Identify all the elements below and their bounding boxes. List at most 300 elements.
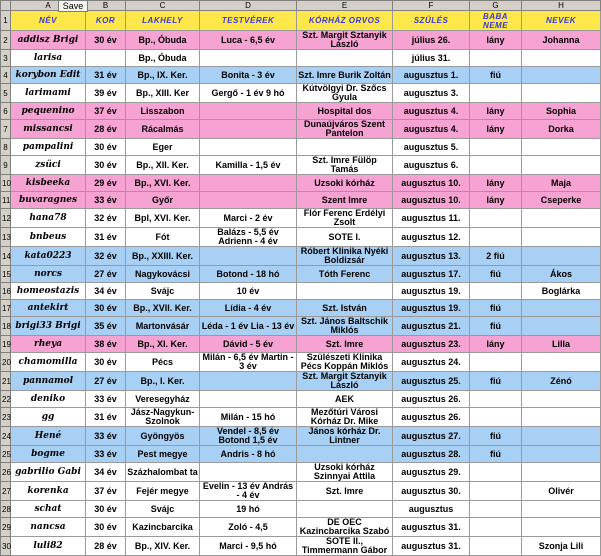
cell-baby-names[interactable]: Lilla [522, 336, 601, 353]
cell-siblings[interactable]: Lídia - 4 év [200, 300, 297, 317]
cell-birth-date[interactable]: augusztus 26. [393, 391, 470, 408]
column-letter[interactable]: G [470, 1, 522, 11]
cell-residence[interactable]: Százhalombat ta [126, 463, 200, 482]
cell-birth-date[interactable]: augusztus 19. [393, 300, 470, 317]
cell-age[interactable]: 33 év [86, 192, 126, 209]
column-letter[interactable]: C [126, 1, 200, 11]
cell-age[interactable]: 32 év [86, 247, 126, 266]
cell-residence[interactable]: Pest megye [126, 446, 200, 463]
cell-birth-date[interactable]: augusztus 26. [393, 408, 470, 427]
cell-baby-gender[interactable] [470, 391, 522, 408]
cell-residence[interactable]: Bpl, XVI. Ker. [126, 209, 200, 228]
cell-baby-names[interactable] [522, 156, 601, 175]
cell-baby-gender[interactable]: lány [470, 175, 522, 192]
cell-birth-date[interactable]: augusztus 31. [393, 518, 470, 537]
cell-residence[interactable]: Bp., Óbuda [126, 50, 200, 67]
cell-siblings[interactable]: Kamilla - 1,5 év [200, 156, 297, 175]
cell-baby-names[interactable]: Boglárka [522, 283, 601, 300]
cell-age[interactable]: 30 év [86, 139, 126, 156]
cell-residence[interactable]: Bp., I. Ker. [126, 372, 200, 391]
row-number[interactable]: 1 [1, 11, 11, 31]
cell-residence[interactable]: Bp., XXIII. Ker. [126, 247, 200, 266]
row-number[interactable]: 14 [1, 247, 11, 266]
cell-siblings[interactable]: Bonita - 3 év [200, 67, 297, 84]
cell-baby-names[interactable]: Olivér [522, 482, 601, 501]
row-number[interactable]: 20 [1, 353, 11, 372]
cell-name[interactable]: homeostazis [11, 283, 86, 300]
cell-baby-gender[interactable]: fiú [470, 300, 522, 317]
cell-age[interactable]: 29 év [86, 175, 126, 192]
cell-residence[interactable]: Eger [126, 139, 200, 156]
table-row [1, 463, 601, 482]
cell-siblings[interactable]: Botond - 18 hó [200, 266, 297, 283]
cell-baby-names[interactable]: Szonja Lili [522, 537, 601, 556]
cell-baby-gender[interactable] [470, 50, 522, 67]
cell-birth-date[interactable]: augusztus 11. [393, 209, 470, 228]
table-row [1, 537, 601, 556]
cell-hospital[interactable]: AEK [297, 391, 393, 408]
cell-baby-names[interactable] [522, 247, 601, 266]
cell-baby-names[interactable]: Dorka [522, 120, 601, 139]
cell-birth-date[interactable]: augusztus 6. [393, 156, 470, 175]
row-number[interactable]: 12 [1, 209, 11, 228]
cell-baby-names[interactable] [522, 139, 601, 156]
cell-siblings[interactable]: Dávid - 5 év [200, 336, 297, 353]
row-number[interactable]: 19 [1, 336, 11, 353]
cell-siblings[interactable] [200, 50, 297, 67]
cell-hospital[interactable]: János kórház Dr. Lintner [297, 427, 393, 446]
cell-hospital[interactable]: SOTE II., Timmermann Gábor [297, 537, 393, 556]
cell-hospital[interactable]: Szt. Imre Burik Zoltán [297, 67, 393, 84]
cell-residence[interactable]: Gyöngyös [126, 427, 200, 446]
cell-name[interactable]: deniko [11, 391, 86, 408]
row-number[interactable]: 5 [1, 84, 11, 103]
cell-baby-names[interactable] [522, 353, 601, 372]
cell-age[interactable]: 37 év [86, 103, 126, 120]
cell-birth-date[interactable]: augusztus 4. [393, 103, 470, 120]
cell-residence[interactable]: Bp., XI. Ker. [126, 336, 200, 353]
cell-hospital[interactable]: Szt. János Baltschik Miklós [297, 317, 393, 336]
column-letter[interactable]: D [200, 1, 297, 11]
column-letter[interactable]: A [11, 1, 86, 11]
cell-name[interactable]: bnbeus [11, 228, 86, 247]
cell-baby-names[interactable]: Maja [522, 175, 601, 192]
cell-name[interactable]: rheya [11, 336, 86, 353]
cell-birth-date[interactable]: augusztus 13. [393, 247, 470, 266]
cell-baby-gender[interactable]: fiú [470, 427, 522, 446]
cell-name[interactable]: kata0223 [11, 247, 86, 266]
column-letter[interactable]: H [522, 1, 601, 11]
table-row [1, 247, 601, 266]
cell-name[interactable]: gabrilio Gabi [11, 463, 86, 482]
header-residence[interactable]: LAKHELY [126, 11, 200, 31]
table-row [1, 266, 601, 283]
cell-baby-names[interactable] [522, 446, 601, 463]
cell-residence[interactable]: Svájc [126, 283, 200, 300]
cell-residence[interactable]: Győr [126, 192, 200, 209]
cell-siblings[interactable] [200, 463, 297, 482]
cell-name[interactable]: zsüci [11, 156, 86, 175]
table-row [1, 372, 601, 391]
cell-hospital[interactable]: SOTE I. [297, 228, 393, 247]
cell-baby-gender[interactable]: 2 fiú [470, 247, 522, 266]
header-baby-gender[interactable]: BABA NEME [470, 11, 522, 31]
row-number[interactable]: 23 [1, 408, 11, 427]
cell-siblings[interactable]: Milán - 6,5 év Martin - 3 év [200, 353, 297, 372]
row-number[interactable]: 3 [1, 50, 11, 67]
cell-name[interactable]: nancsa [11, 518, 86, 537]
cell-birth-date[interactable]: július 31. [393, 50, 470, 67]
cell-hospital[interactable] [297, 446, 393, 463]
cell-age[interactable]: 38 év [86, 336, 126, 353]
cell-birth-date[interactable]: augusztus 29. [393, 463, 470, 482]
cell-hospital[interactable]: Szt. Imre [297, 336, 393, 353]
cell-baby-gender[interactable] [470, 463, 522, 482]
save-button[interactable]: Save [58, 0, 88, 12]
cell-birth-date[interactable]: augusztus 27. [393, 427, 470, 446]
row-number[interactable]: 16 [1, 283, 11, 300]
cell-baby-gender[interactable] [470, 537, 522, 556]
cell-baby-names[interactable]: Ákos [522, 266, 601, 283]
cell-hospital[interactable] [297, 50, 393, 67]
cell-hospital[interactable]: Szt. István [297, 300, 393, 317]
cell-siblings[interactable]: Andris - 8 hó [200, 446, 297, 463]
header-name[interactable]: NÉV [11, 11, 86, 31]
column-letter[interactable]: B [86, 1, 126, 11]
table-row [1, 139, 601, 156]
cell-hospital[interactable] [297, 283, 393, 300]
row-number[interactable]: 9 [1, 156, 11, 175]
header-hospital-doctor[interactable]: KÓRHÁZ ORVOS [297, 11, 393, 31]
cell-baby-names[interactable] [522, 67, 601, 84]
cell-baby-names[interactable] [522, 317, 601, 336]
cell-residence[interactable]: Fót [126, 228, 200, 247]
cell-baby-gender[interactable]: fiú [470, 446, 522, 463]
cell-baby-names[interactable]: Johanna [522, 31, 601, 50]
row-number[interactable]: 4 [1, 67, 11, 84]
cell-name[interactable]: pampalini [11, 139, 86, 156]
cell-residence[interactable]: Rácalmás [126, 120, 200, 139]
table-row [1, 192, 601, 209]
cell-siblings[interactable] [200, 139, 297, 156]
cell-name[interactable]: buvaragnes [11, 192, 86, 209]
cell-birth-date[interactable]: augusztus 24. [393, 353, 470, 372]
cell-name[interactable]: missancsi [11, 120, 86, 139]
cell-siblings[interactable]: Marci - 9,5 hó [200, 537, 297, 556]
cell-siblings[interactable] [200, 372, 297, 391]
table-row [1, 209, 601, 228]
row-number[interactable]: 7 [1, 120, 11, 139]
row-number[interactable]: 18 [1, 317, 11, 336]
cell-birth-date[interactable]: július 26. [393, 31, 470, 50]
cell-residence[interactable]: Bp., XII. Ker. [126, 156, 200, 175]
cell-birth-date[interactable]: augusztus 30. [393, 482, 470, 501]
cell-name[interactable]: luli82 [11, 537, 86, 556]
cell-age[interactable]: 34 év [86, 463, 126, 482]
row-number[interactable]: 27 [1, 482, 11, 501]
table-row [1, 408, 601, 427]
cell-age[interactable]: 31 év [86, 228, 126, 247]
cell-age[interactable]: 37 év [86, 482, 126, 501]
table-row [1, 300, 601, 317]
cell-residence[interactable]: Bp., IX. Ker. [126, 67, 200, 84]
cell-age[interactable]: 31 év [86, 67, 126, 84]
cell-baby-names[interactable] [522, 427, 601, 446]
cell-baby-gender[interactable] [470, 156, 522, 175]
cell-baby-names[interactable]: Cseperke [522, 192, 601, 209]
cell-hospital[interactable]: Dunaújváros Szent Pantelon [297, 120, 393, 139]
cell-age[interactable]: 30 év [86, 300, 126, 317]
cell-baby-gender[interactable]: lány [470, 120, 522, 139]
header-age[interactable]: KOR [86, 11, 126, 31]
cell-baby-names[interactable] [522, 463, 601, 482]
cell-baby-names[interactable] [522, 501, 601, 518]
cell-residence[interactable]: Bp., Óbuda [126, 31, 200, 50]
cell-baby-gender[interactable]: fiú [470, 67, 522, 84]
cell-name[interactable]: larisa [11, 50, 86, 67]
row-number[interactable]: 15 [1, 266, 11, 283]
cell-age[interactable]: 27 év [86, 266, 126, 283]
cell-siblings[interactable] [200, 103, 297, 120]
cell-siblings[interactable]: Léda - 1 év Lia - 13 év [200, 317, 297, 336]
cell-baby-names[interactable] [522, 209, 601, 228]
cell-residence[interactable]: Jász-Nagykun-Szolnok [126, 408, 200, 427]
cell-birth-date[interactable]: augusztus [393, 501, 470, 518]
cell-birth-date[interactable]: augusztus 19. [393, 283, 470, 300]
cell-name[interactable]: korybon Edit [11, 67, 86, 84]
table-row [1, 518, 601, 537]
cell-residence[interactable]: Kazincbarcika [126, 518, 200, 537]
cell-siblings[interactable] [200, 120, 297, 139]
cell-baby-names[interactable] [522, 408, 601, 427]
row-number[interactable]: 29 [1, 518, 11, 537]
header-siblings[interactable]: TESTVÉREK [200, 11, 297, 31]
cell-baby-gender[interactable] [470, 353, 522, 372]
row-number[interactable]: 28 [1, 501, 11, 518]
cell-hospital[interactable]: Flór Ferenc Erdélyi Zsolt [297, 209, 393, 228]
cell-birth-date[interactable]: augusztus 10. [393, 175, 470, 192]
cell-birth-date[interactable]: augusztus 25. [393, 372, 470, 391]
row-number[interactable]: 8 [1, 139, 11, 156]
cell-hospital[interactable] [297, 139, 393, 156]
cell-age[interactable]: 30 év [86, 501, 126, 518]
cell-baby-names[interactable] [522, 518, 601, 537]
cell-siblings[interactable]: Vendel - 8,5 év Botond 1,5 év [200, 427, 297, 446]
row-number[interactable]: 30 [1, 537, 11, 556]
cell-age[interactable]: 35 év [86, 317, 126, 336]
row-number[interactable]: 2 [1, 31, 11, 50]
cell-residence[interactable]: Martonvásár [126, 317, 200, 336]
row-number[interactable]: 10 [1, 175, 11, 192]
cell-siblings[interactable]: Evelin - 13 év András - 4 év [200, 482, 297, 501]
cell-baby-gender[interactable] [470, 84, 522, 103]
cell-birth-date[interactable]: augusztus 10. [393, 192, 470, 209]
cell-siblings[interactable]: Milán - 15 hó [200, 408, 297, 427]
cell-siblings[interactable] [200, 247, 297, 266]
row-number[interactable]: 17 [1, 300, 11, 317]
row-number[interactable]: 11 [1, 192, 11, 209]
cell-residence[interactable]: Fejér megye [126, 482, 200, 501]
cell-hospital[interactable]: Szt. Margit Sztanyik László [297, 31, 393, 50]
row-number[interactable]: 13 [1, 228, 11, 247]
cell-age[interactable]: 30 év [86, 156, 126, 175]
cell-baby-gender[interactable] [470, 139, 522, 156]
cell-name[interactable]: addisz Brigi [11, 31, 86, 50]
cell-age[interactable]: 33 év [86, 446, 126, 463]
row-number[interactable]: 21 [1, 372, 11, 391]
cell-hospital[interactable] [297, 501, 393, 518]
cell-birth-date[interactable]: augusztus 1. [393, 67, 470, 84]
cell-birth-date[interactable]: augusztus 21. [393, 317, 470, 336]
row-number[interactable]: 26 [1, 463, 11, 482]
cell-name[interactable]: schat [11, 501, 86, 518]
cell-name[interactable]: chamomilla [11, 353, 86, 372]
cell-hospital[interactable]: Tóth Ferenc [297, 266, 393, 283]
cell-baby-gender[interactable]: lány [470, 103, 522, 120]
cell-hospital[interactable]: DE OEC Kazincbarcika Szabó [297, 518, 393, 537]
cell-baby-gender[interactable]: fiú [470, 266, 522, 283]
cell-siblings[interactable]: Balázs - 5,5 év Adrienn - 4 év [200, 228, 297, 247]
cell-name[interactable]: gg [11, 408, 86, 427]
cell-name[interactable]: pannamol [11, 372, 86, 391]
header-names[interactable]: NEVEK [522, 11, 601, 31]
cell-name[interactable]: hana78 [11, 209, 86, 228]
cell-age[interactable]: 28 év [86, 537, 126, 556]
cell-name[interactable]: pequenino [11, 103, 86, 120]
cell-baby-names[interactable]: Sophia [522, 103, 601, 120]
cell-baby-names[interactable]: Zénó [522, 372, 601, 391]
cell-name[interactable]: kisbeeka [11, 175, 86, 192]
cell-baby-names[interactable] [522, 300, 601, 317]
cell-residence[interactable]: Bp., XVII. Ker. [126, 300, 200, 317]
cell-baby-gender[interactable]: lány [470, 336, 522, 353]
cell-age[interactable]: 28 év [86, 120, 126, 139]
cell-baby-gender[interactable] [470, 501, 522, 518]
cell-baby-gender[interactable] [470, 408, 522, 427]
cell-birth-date[interactable]: augusztus 3. [393, 84, 470, 103]
cell-siblings[interactable]: Zoló - 4,5 [200, 518, 297, 537]
table-row [1, 501, 601, 518]
row-number[interactable]: 22 [1, 391, 11, 408]
table-row [1, 283, 601, 300]
cell-baby-names[interactable] [522, 84, 601, 103]
cell-age[interactable]: 30 év [86, 353, 126, 372]
header-birth-date[interactable]: SZÜLÉS [393, 11, 470, 31]
cell-age[interactable]: 39 év [86, 84, 126, 103]
table-row [1, 446, 601, 463]
cell-age[interactable]: 33 év [86, 391, 126, 408]
cell-hospital[interactable]: Uzsoki kórház [297, 175, 393, 192]
cell-birth-date[interactable]: augusztus 5. [393, 139, 470, 156]
table-row [1, 156, 601, 175]
cell-name[interactable]: brigi33 Brigi [11, 317, 86, 336]
cell-baby-names[interactable] [522, 228, 601, 247]
cell-baby-gender[interactable] [470, 482, 522, 501]
cell-hospital[interactable]: Szülészeti Klinika Pécs Koppán Miklós [297, 353, 393, 372]
column-letter[interactable]: E [297, 1, 393, 11]
row-number[interactable]: 24 [1, 427, 11, 446]
cell-baby-names[interactable] [522, 391, 601, 408]
cell-birth-date[interactable]: augusztus 17. [393, 266, 470, 283]
cell-baby-gender[interactable]: fiú [470, 317, 522, 336]
cell-siblings[interactable]: Luca - 6,5 év [200, 31, 297, 50]
cell-residence[interactable]: Lisszabon [126, 103, 200, 120]
cell-baby-gender[interactable] [470, 209, 522, 228]
cell-baby-gender[interactable]: lány [470, 31, 522, 50]
table-row [1, 103, 601, 120]
cell-age[interactable]: 30 év [86, 31, 126, 50]
cell-birth-date[interactable]: augusztus 28. [393, 446, 470, 463]
cell-name[interactable]: larimami [11, 84, 86, 103]
column-letter[interactable]: F [393, 1, 470, 11]
cell-name[interactable]: antekirt [11, 300, 86, 317]
cell-residence[interactable]: Bp., XIV. Ker. [126, 537, 200, 556]
cell-name[interactable]: Hené [11, 427, 86, 446]
cell-name[interactable]: bogme [11, 446, 86, 463]
cell-residence[interactable]: Svájc [126, 501, 200, 518]
cell-hospital[interactable]: Szt. Margit Sztanyik László [297, 372, 393, 391]
cell-hospital[interactable]: Róbert Klinika Nyéki Boldizsár [297, 247, 393, 266]
cell-name[interactable]: korenka [11, 482, 86, 501]
cell-siblings[interactable]: Marci - 2 év [200, 209, 297, 228]
cell-residence[interactable]: Nagykovácsi [126, 266, 200, 283]
cell-age[interactable]: 34 év [86, 283, 126, 300]
cell-siblings[interactable]: 10 év [200, 283, 297, 300]
cell-hospital[interactable]: Kútvölgyi Dr. Szőcs Gyula [297, 84, 393, 103]
cell-hospital[interactable]: Szt. Imre [297, 482, 393, 501]
cell-name[interactable]: norcs [11, 266, 86, 283]
column-header-row [1, 1, 601, 11]
cell-baby-gender[interactable]: lány [470, 192, 522, 209]
cell-age[interactable] [86, 50, 126, 67]
cell-siblings[interactable]: Gergő - 1 év 9 hó [200, 84, 297, 103]
cell-siblings[interactable]: 19 hó [200, 501, 297, 518]
cell-hospital[interactable]: Szt. Imre Fülöp Tamás [297, 156, 393, 175]
cell-residence[interactable]: Bp., XIII. Ker [126, 84, 200, 103]
table-row [1, 391, 601, 408]
table-row [1, 353, 601, 372]
cell-birth-date[interactable]: augusztus 23. [393, 336, 470, 353]
cell-hospital[interactable]: Hospital dos [297, 103, 393, 120]
cell-age[interactable]: 32 év [86, 209, 126, 228]
cell-baby-gender[interactable] [470, 518, 522, 537]
cell-siblings[interactable] [200, 391, 297, 408]
cell-age[interactable]: 33 év [86, 427, 126, 446]
cell-age[interactable]: 31 év [86, 408, 126, 427]
cell-hospital[interactable]: Uzsoki kórház Szinnyai Attila [297, 463, 393, 482]
cell-age[interactable]: 27 év [86, 372, 126, 391]
cell-siblings[interactable] [200, 192, 297, 209]
cell-baby-gender[interactable] [470, 228, 522, 247]
cell-residence[interactable]: Veresegyház [126, 391, 200, 408]
cell-age[interactable]: 30 év [86, 518, 126, 537]
cell-residence[interactable]: Pécs [126, 353, 200, 372]
cell-birth-date[interactable]: augusztus 4. [393, 120, 470, 139]
table-row [1, 482, 601, 501]
cell-baby-gender[interactable] [470, 283, 522, 300]
row-number[interactable]: 6 [1, 103, 11, 120]
cell-residence[interactable]: Bp., XVI. Ker. [126, 175, 200, 192]
cell-birth-date[interactable]: augusztus 12. [393, 228, 470, 247]
cell-hospital[interactable]: Szent Imre [297, 192, 393, 209]
cell-hospital[interactable]: Mezőtúri Városi Kórház Dr. Mike [297, 408, 393, 427]
select-all-corner[interactable] [1, 1, 11, 11]
cell-siblings[interactable] [200, 175, 297, 192]
cell-birth-date[interactable]: augusztus 31. [393, 537, 470, 556]
row-number[interactable]: 25 [1, 446, 11, 463]
cell-baby-gender[interactable]: fiú [470, 372, 522, 391]
cell-baby-names[interactable] [522, 50, 601, 67]
